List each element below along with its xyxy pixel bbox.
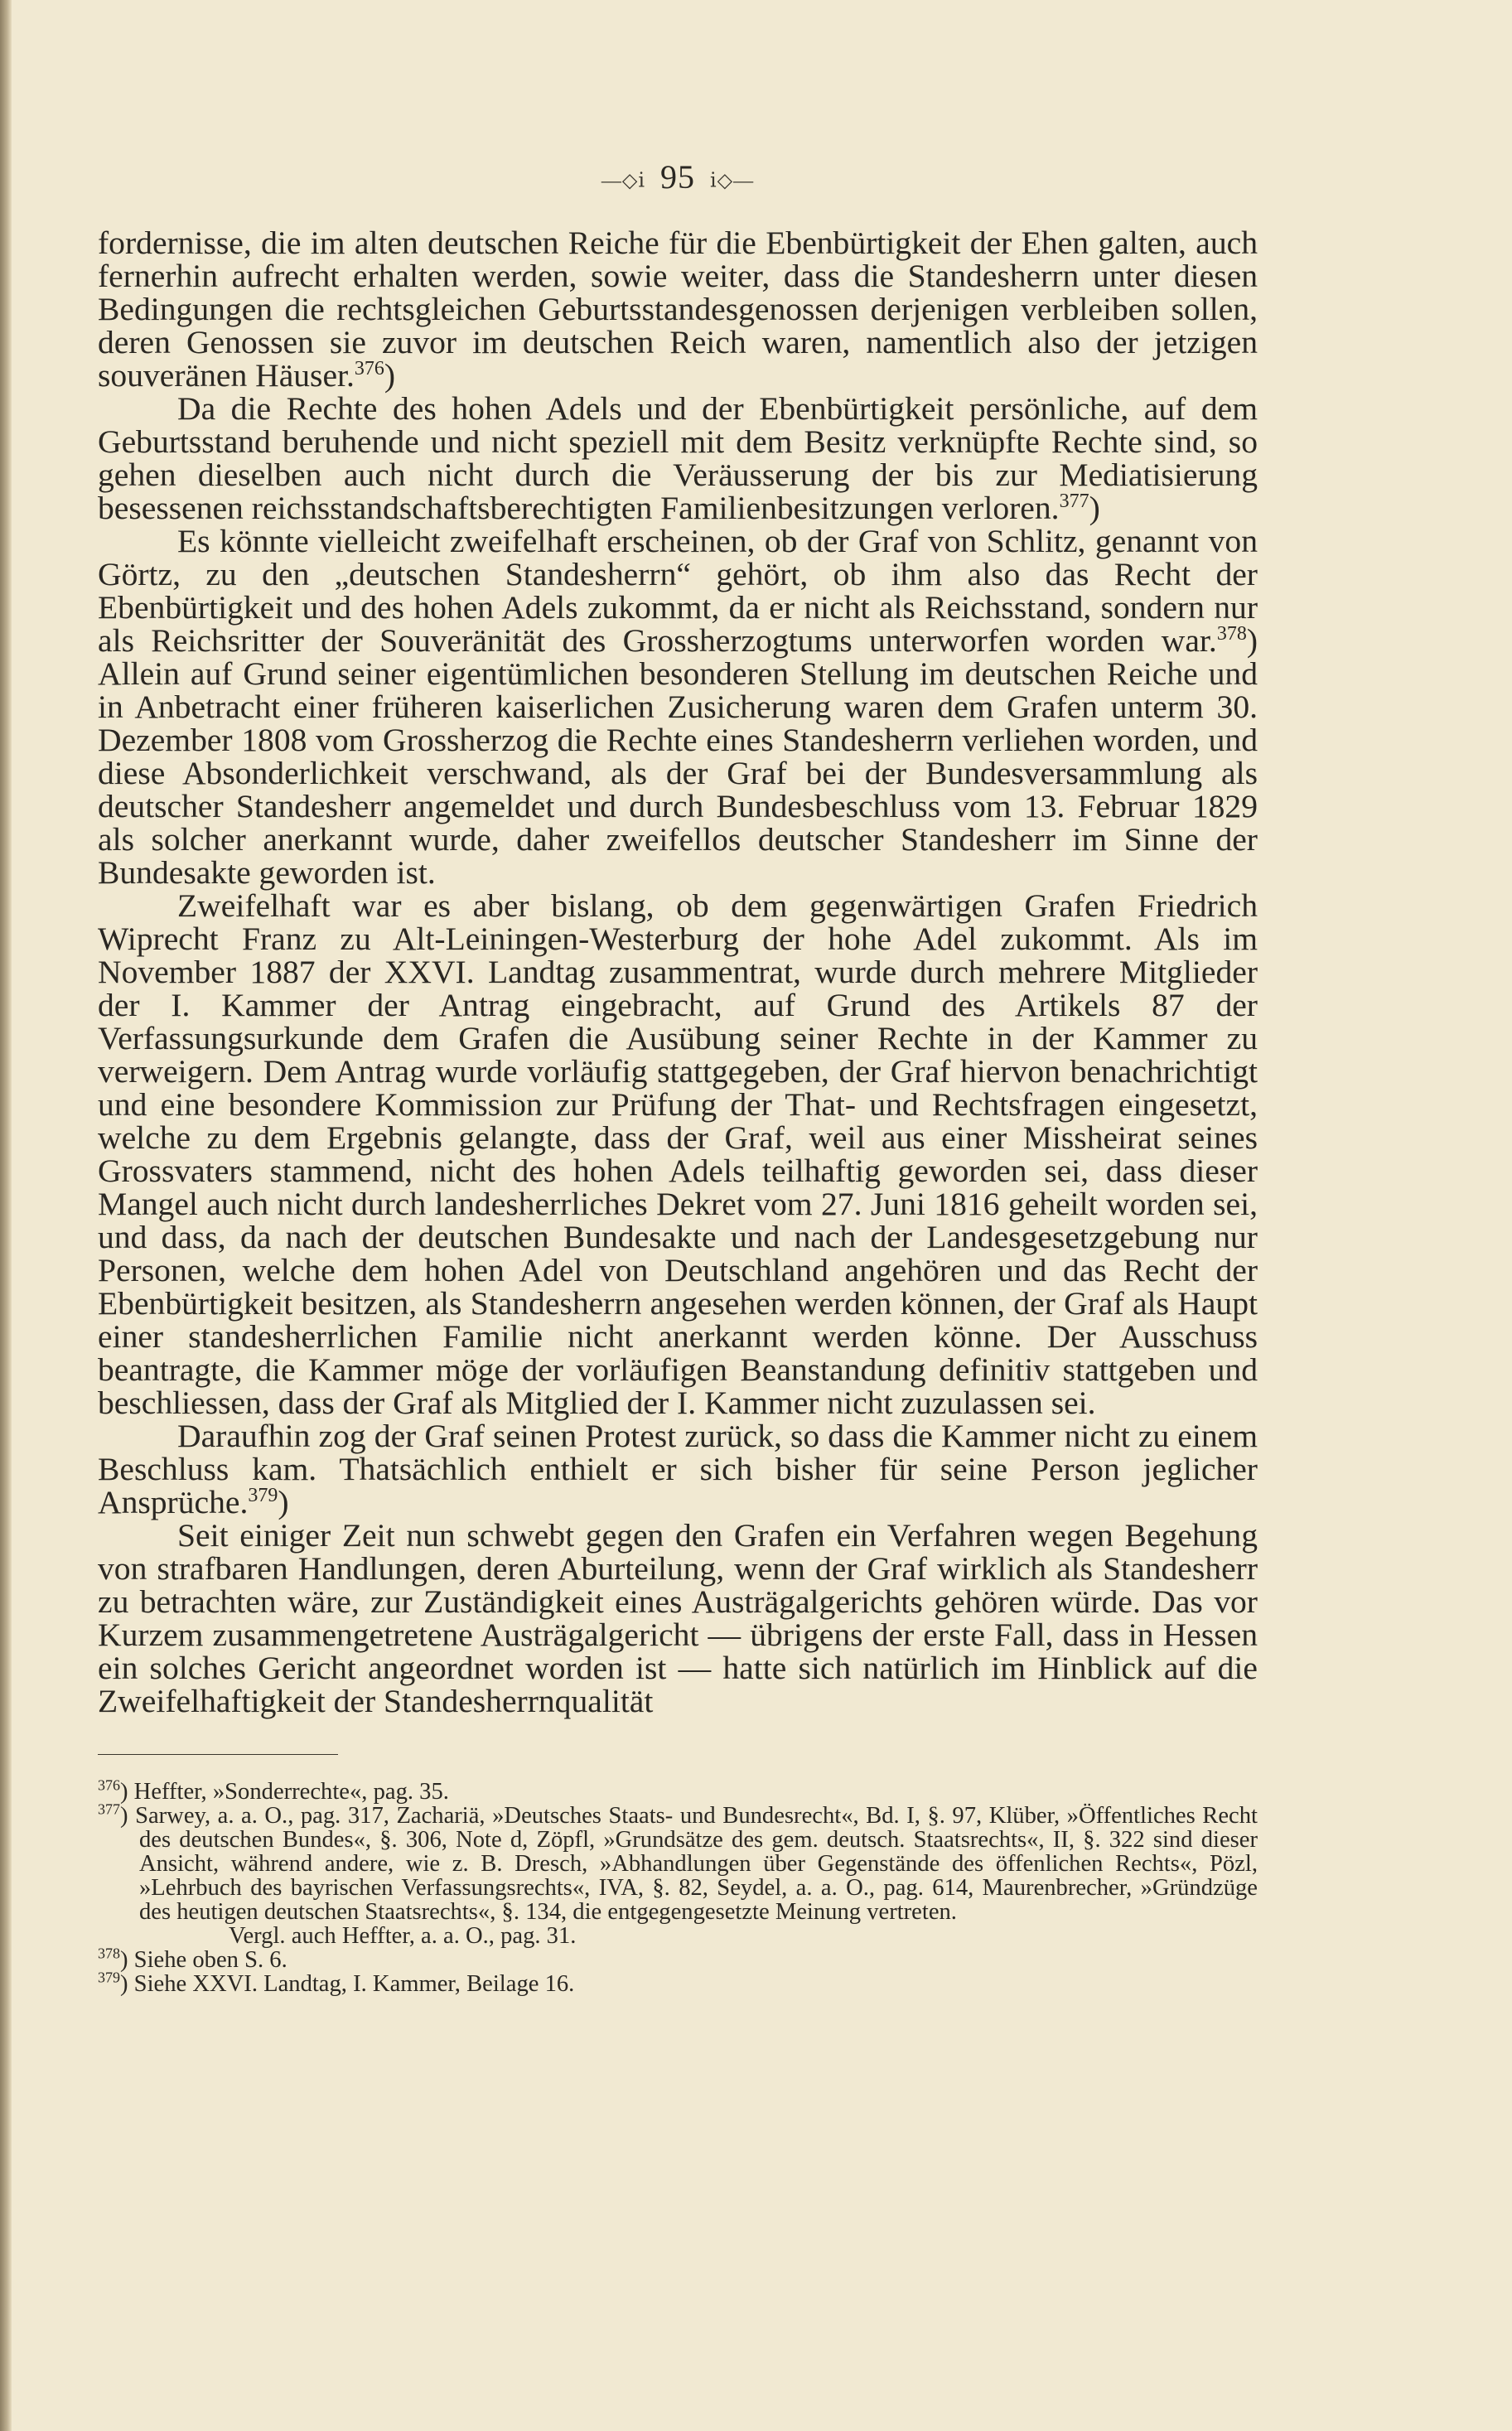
page-number: 95 [660, 158, 695, 196]
footnote-divider [98, 1754, 338, 1755]
body-text [98, 226, 1258, 1718]
footnote-ref-378: 378 [1216, 622, 1247, 645]
footnotes [98, 1776, 1258, 1997]
paragraph-5: Daraufhin zog der Graf seinen Protest zurück, so dass die Kammer nicht zu einem Beschluss kam. Thatsächlich enthielt er sich bisher für seine Person jeglicher Ansprüche.$^{379}$) [98, 1418, 1258, 1520]
footnote-377-continuation: Vergl. auch Heffter, a. a. O., pag. 31. [229, 1923, 577, 1949]
page-header [98, 157, 1258, 196]
book-gutter-edge [0, 0, 12, 2431]
footnote-376: $^{376}$) Heffter, »Sonderrechte«, pag. 35. [98, 1776, 449, 1805]
header-ornament-left: —◇ⅰ [601, 170, 645, 192]
paragraph-4: Zweifelhaft war es aber bislang, ob dem gegenwärtigen Grafen Friedrich Wiprecht Franz zu Alt-Leiningen-Westerburg der hohe Adel zukommt. Als im November 1887 der XXVI. Landtag zusammentrat, wurde durch mehrere Mitglieder der I. Kammer der Antrag eingebracht, auf Grund des Artikels 87 der Verfassungsurkunde dem Grafen die Ausübung seiner Rechte in der Kammer zu verweigern. Dem Antrag wurde vorläufig stattgegeben, der Graf hiervon benachrichtigt und eine besondere Kommission zur Prüfung der That- und Rechtsfragen eingesetzt, welche zu dem Ergebnis gelangte, dass der Graf, weil aus einer Missheirat seines Grossvaters stammend, nicht des hohen Adels teilhaftig geworden sei, dass dieser Mangel auch nicht durch landesherrliches Dekret vom 27. Juni 1816 geheilt worden sei, und dass, da nach der deutschen Bundesakte und nach der Landesgesetzgebung nur Personen, welche dem hohen Adel von Deutschland angehören und das Recht der Ebenbürtigkeit besitzen, als Standesherrn angesehen werden können, der Graf als Haupt einer standesherrlichen Familie nicht anerkannt werden könne. Der Ausschuss beantragte, die Kammer möge der vorläufigen Beanstandung definitiv stattgeben und beschliessen, dass der Graf als Mitglied der I. Kammer nicht zuzulassen sei. [98, 887, 1258, 1421]
footnote-377: $^{377}$) Sarwey, a. a. O., pag. 317, Zachariä, »Deutsches Staats- und Bundesrecht«, Bd. I, §. 97, Klüber, »Öffentliches Recht des deutschen Bundes«, §. 306, Note d, Zöpfl, »Grundsätze des gem. deutsch. Staatsrechts«, II, §. 322 sind dieser Ansicht, während andere, wie z. B. Dresch, »Abhandlungen über Gegenstände des öffenlichen Rechts«, Pözl, »Lehrbuch des bayrischen Verfassungsrechts«, IVA, §. 82, Seydel, a. a. O., pag. 614, Maurenbrecher, »Gründzüge des heutigen deutschen Staatsrechts«, §. 134, die entgegengesetzte Meinung vertreten. [98, 1800, 1258, 1925]
paragraph-6: Seit einiger Zeit nun schwebt gegen den Grafen ein Verfahren wegen Begehung von strafbaren Handlungen, deren Aburteilung, wenn der Graf wirklich als Standesherr zu betrachten wäre, zur Zuständigkeit eines Austrägalgerichts gehören würde. Das vor Kurzem zusammengetretene Austrägalgericht — übrigens der erste Fall, dass in Hessen ein solches Gericht angeordnet worden ist — hatte sich natürlich im Hinblick auf die Zweifelhaftigkeit der Standesherrnqualität [98, 1517, 1258, 1719]
footnote-ref-379: 379 [248, 1484, 278, 1506]
footnote-379: $^{379}$) Siehe XXVI. Landtag, I. Kammer, Beilage 16. [98, 1969, 575, 1997]
paragraph-3: Es könnte vielleicht zweifelhaft erscheinen, ob der Graf von Schlitz, genannt von Görtz, zu den „deutschen Standesherrn“ gehört, ob ihm also das Recht der Ebenbürtigkeit und des hohen Adels zukommt, da er nicht als Reichsstand, sondern nur als Reichsritter der Souveränität des Grossherzogtums unterworfen worden war.$^{378}$) Allein auf Grund seiner eigentümlichen besonderen Stellung im deutschen Reiche und in Anbetracht einer früheren kaiserlichen Zusicherung waren dem Grafen unterm 30. Dezember 1808 vom Grossherzog die Rechte eines Standesherrn verliehen worden, und diese Absonderlichkeit verschwand, als der Graf bei der Bundesversammlung als deutscher Standesherr angemeldet und durch Bundesbeschluss vom 13. Februar 1829 als solcher anerkannt wurde, daher zweifellos deutscher Standesherr im Sinne der Bundesakte geworden ist. [98, 523, 1258, 891]
footnote-378: $^{378}$) Siehe oben S. 6. [98, 1945, 287, 1973]
paragraph-1: fordernisse, die im alten deutschen Reiche für die Ebenbürtigkeit der Ehen galten, auch fernerhin aufrecht erhalten werden, sowie weiter, dass die Standesherrn unter diesen Bedingungen die rechtsgleichen Geburtsstandesgenossen derjenigen verbleiben sollen, deren Genossen sie zuvor im deutschen Reich waren, namentlich also der jetzigen souveränen Häuser.$^{376}$) [98, 225, 1258, 394]
footnote-ref-377: 377 [1059, 490, 1089, 512]
header-ornament-right: ⅰ◇— [710, 170, 755, 192]
paragraph-2: Da die Rechte des hohen Adels und der Ebenbürtigkeit persönliche, auf dem Geburtsstand beruhende und nicht speziell mit dem Besitz verknüpfte Rechte sind, so gehen dieselben auch nicht durch die Veräusserung der bis zur Mediatisierung besessenen reichsstandschaftsberechtigten Familienbesitzungen verloren.$^{377}$) [98, 390, 1258, 526]
footnote-ref-376: 376 [354, 357, 384, 379]
page [98, 157, 1258, 1996]
